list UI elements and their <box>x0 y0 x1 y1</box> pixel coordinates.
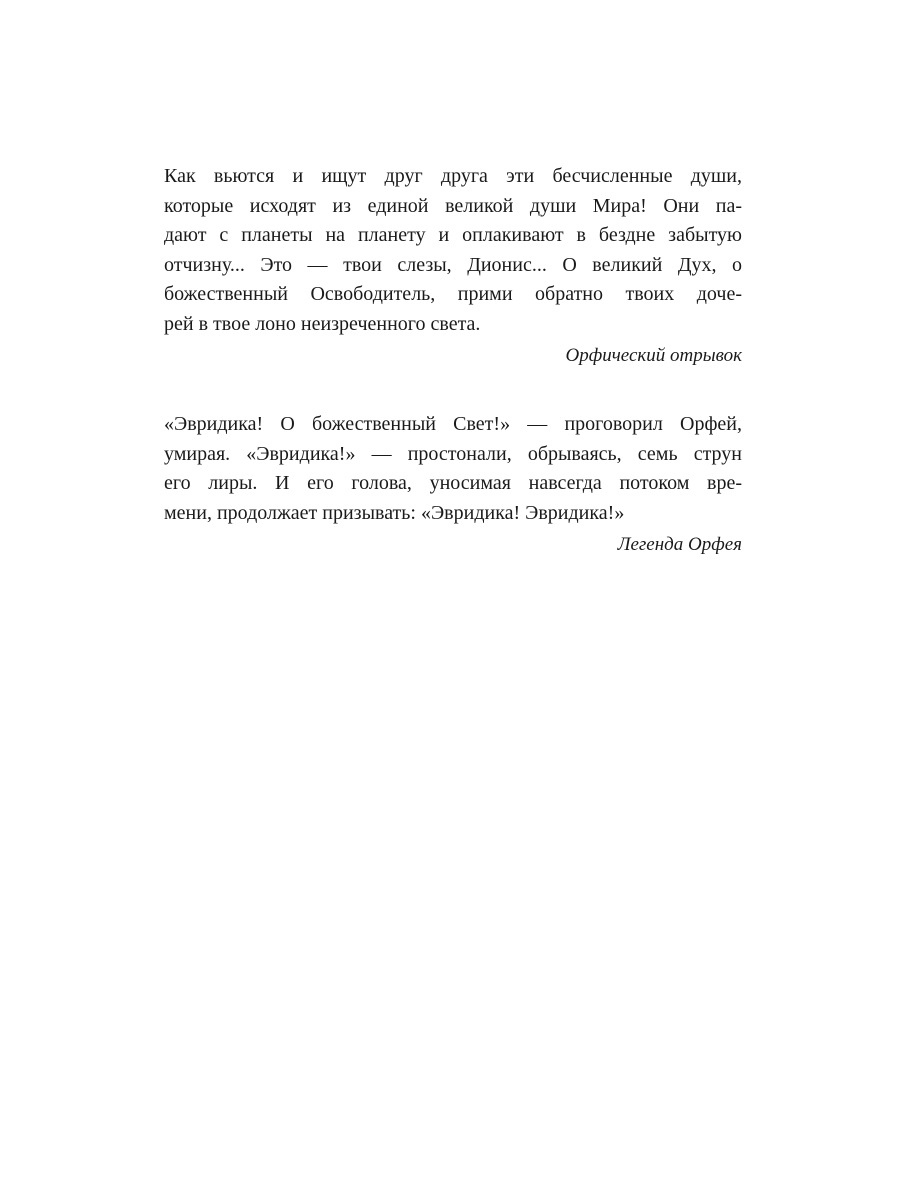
epigraph-text <box>164 162 742 339</box>
text-line: рей в твое лоно неизреченного света. <box>164 312 481 335</box>
epigraph-orphic-fragment <box>164 162 742 370</box>
text-line: божественный Освободитель, прими обратно твоих доче- <box>164 283 742 305</box>
page-content <box>164 162 742 559</box>
text-line: отчизну... Это — твои слезы, Дионис... О великий Дух, о <box>164 253 742 276</box>
epigraph-orpheus-legend <box>164 410 742 559</box>
text-line: дают с планеты на планету и оплакивают в бездне забытую <box>164 224 742 246</box>
epigraph-attribution: Орфический отрывок <box>565 345 742 366</box>
text-line: мени, продолжает призывать: «Эвридика! Эвридика!» <box>164 501 625 524</box>
epigraph-text <box>164 410 742 528</box>
text-line: Как вьются и ищут друг друга эти бесчисленные души, <box>164 165 742 187</box>
text-line: умирая. «Эвридика!» — простонали, обрываясь, семь струн <box>164 442 742 465</box>
epigraph-attribution: Легенда Орфея <box>617 534 742 555</box>
text-line: его лиры. И его голова, уносимая навсегда потоком вре- <box>164 472 742 494</box>
text-line: которые исходят из единой великой души Мира! Они па- <box>164 194 742 217</box>
text-line: «Эвридика! О божественный Свет!» — проговорил Орфей, <box>164 413 742 435</box>
